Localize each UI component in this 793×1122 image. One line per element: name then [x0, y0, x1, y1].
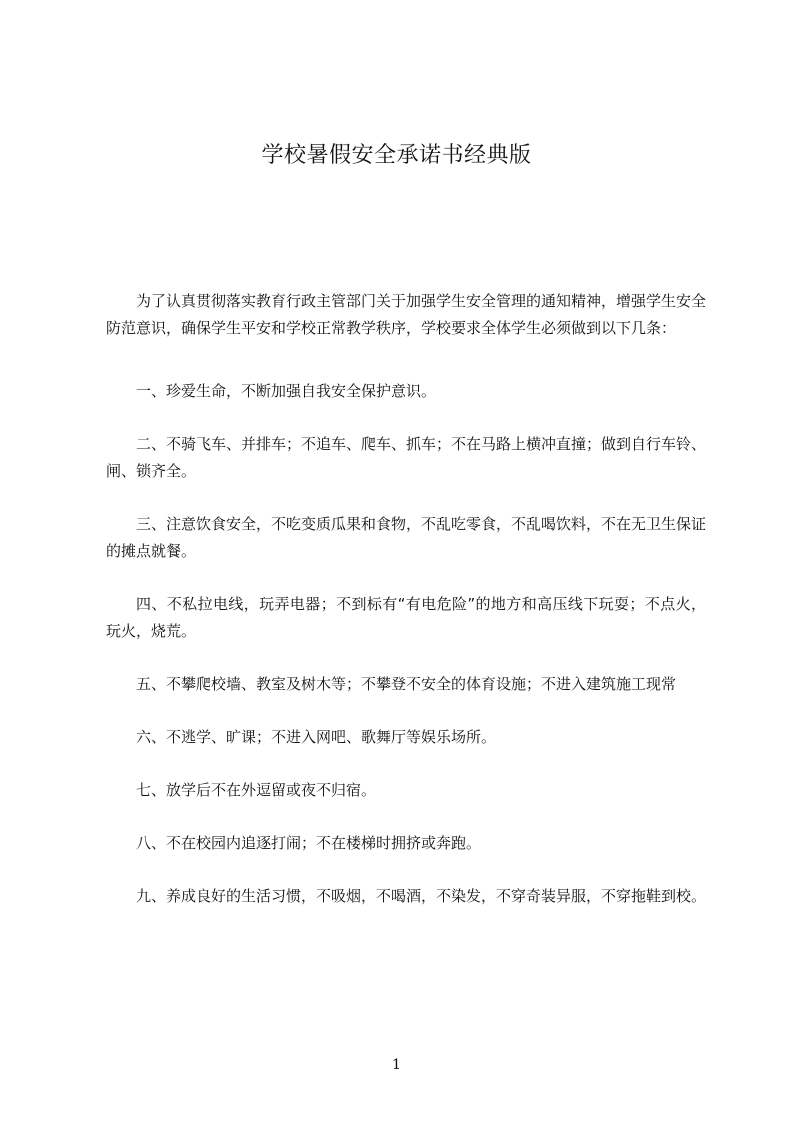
- rule-item-2: 二、不骑飞车、并排车；不追车、爬车、抓车；不在马路上横冲直撞；做到自行车铃、闸、锁齐全。: [106, 435, 707, 480]
- rule-item-1: 一、珍爱生命，不断加强自我安全保护意识。: [136, 382, 437, 400]
- rule-item-3: 三、注意饮食安全，不吃变质瓜果和食物，不乱吃零食，不乱喝饮料，不在无卫生保证的摊点就餐。: [106, 515, 707, 560]
- intro-paragraph: 为了认真贯彻落实教育行政主管部门关于加强学生安全管理的通知精神，增强学生安全防范意识，确保学生平安和学校正常教学秩序，学校要求全体学生必须做到以下几条：: [106, 292, 707, 337]
- rule-item-5: 五、不攀爬校墙、教室及树木等；不攀登不安全的体育设施；不进入建筑施工现常: [136, 675, 677, 693]
- rule-item-8: 八、不在校园内追逐打闹；不在楼梯时拥挤或奔跑。: [136, 834, 482, 852]
- rule-item-7: 七、放学后不在外逗留或夜不归宿。: [136, 781, 377, 799]
- page-number: 1: [392, 1057, 401, 1073]
- rule-item-6: 六、不逃学、旷课；不进入网吧、歌舞厅等娱乐场所。: [136, 728, 497, 746]
- rule-item-4: 四、不私拉电线，玩弄电器；不到标有“有电危险”的地方和高压线下玩耍；不点火，玩火，烧荒。: [106, 595, 706, 640]
- document-body: [106, 288, 706, 910]
- document-title: 学校暑假安全承诺书经典版: [261, 143, 532, 168]
- rule-item-9: 九、养成良好的生活习惯，不吸烟，不喝酒，不染发，不穿奇装异服，不穿拖鞋到校。: [136, 887, 707, 905]
